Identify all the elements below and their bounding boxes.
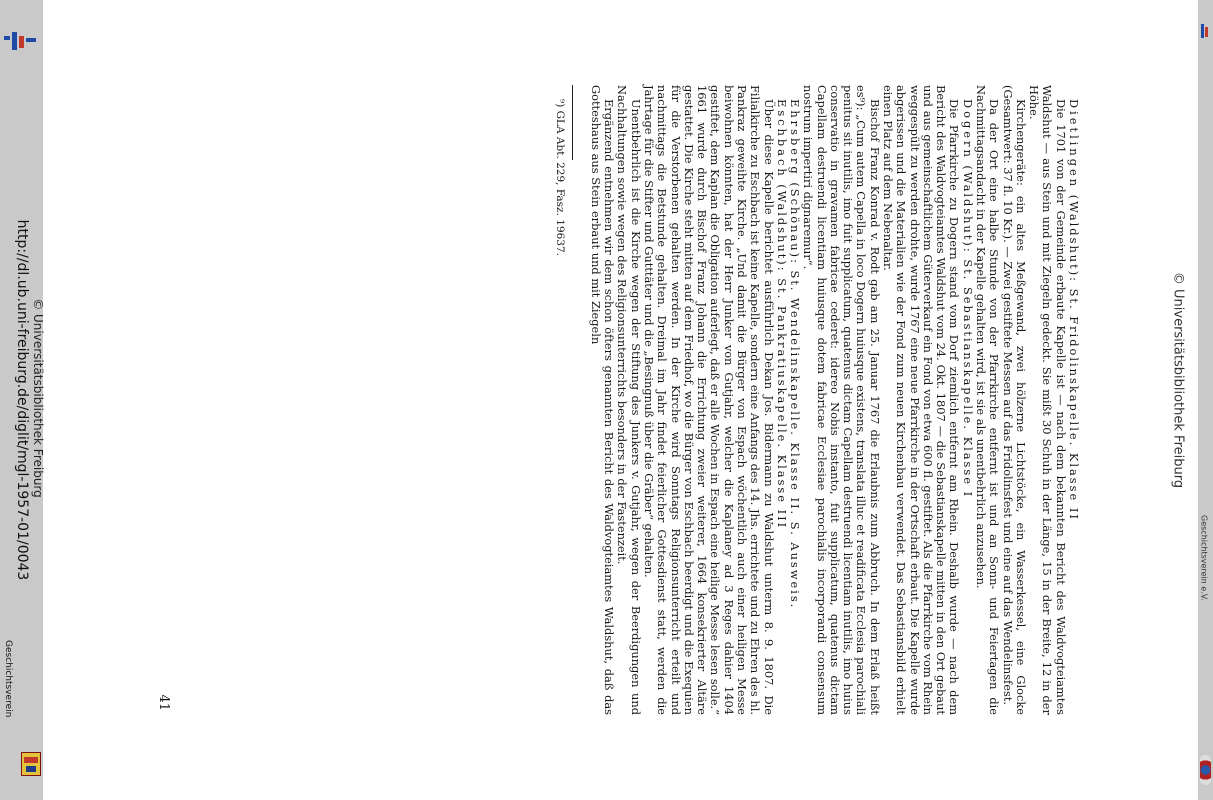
cut-off-copyright: © Universitätsbibliothek Freiburg	[1170, 271, 1186, 489]
page-text	[150, 85, 1080, 715]
paragraph: Über diese Kapelle berichtet ausführlich Dekan Jos. Bidermann zu Waldshut unterm 8. 9. 1807. Die Filialkirche zu Eschbach ist keine Kapelle, sondern eine Anfangs des 14. Jhs. errichtete und zu Ehren des hl. Pankraz geweihte Kirche. „Und damit die Bürger von Espach wöchentlich auch einer heiligen Messe beiwohnen könnten, hat der Herr Junker von Gutjahr, welcher die Kaplaney ad 3 Reges dahier 1404 gestiftet, dem Kaplan die Obligation auferlegt, daß er alle Wochen in Espach eine heilige Messe lesen solle.“ 1661 wurde durch Bischof Franz Johann die Errichtung zweier weiterer, 1664 konsekrierter Altäre gestattet. Die Kirche steht mitten auf dem Friedhof, wo die Bürger von Eschbach beerdigt und die Exequien für die Verstorbenen gehalten werden. In der Kirche wird Sonntags Religionsunterricht erteilt und nachmittags die Betstunde gehalten. Dreimal im Jahr findet feierlicher Gottesdienst statt, werden die Jahrtage für die Stifter und Gutttäter und die „Besingnuß über die Gräber“ gehalten.	[642, 85, 776, 715]
footnote-divider	[572, 85, 573, 160]
footnote: ⁹) GLA Abt. 229, Fasz. 19637.	[553, 99, 566, 257]
paragraph: Die Pfarrkirche zu Dogern stand vom Dorf ziemlich entfernt am Rhein. Deshalb wurde — nach dem Bericht des Waldvogteiamtes Waldshut vom 24. Okt. 1807 — die Sebastianskapelle mitten in den Ort gebaut und aus gemeinschaftlichem Güterverkauf ein Fond von etwa 600 fl. gestiftet. Als die Pfarrkirche vom Rhein weggespült zu werden drohte, wurde 1767 eine neue Pfarrkirche in der Ortschaft erbaut. Die Kapelle wurde abgerissen und die Materialien wie der Fond zum neuen Kirchenbau verwendet. Das Sebastiansbild erhielt einen Platz auf dem Nebenaltar.	[881, 85, 962, 715]
permalink-url[interactable]: http://dl.ub.uni-freiburg.de/diglit/mgl-1957-01/0043	[14, 219, 30, 581]
library-logo-small-icon	[1199, 24, 1211, 38]
paragraph: Unentbehrlich ist die Kirche wegen der Stiftung des Junkers v. Gutjahr, wegen der Beerdigungen und Nachhaltungen sowie wegen des Religionsunterrichts besonders in der Fastenzeit.	[615, 85, 643, 715]
library-logo-icon	[4, 28, 36, 52]
entry-dogern	[801, 85, 974, 715]
entry-heading: Eschbach (Waldshut): St. Pankratiuskapelle. Klasse III	[774, 99, 789, 530]
publisher-label: Geschichtsverein	[3, 640, 13, 718]
paragraph: Ergänzend entnehmen wir dem schon öfters genannten Bericht des Waldvogteiamtes Waldshut, daß das Gotteshaus aus Stein erbaut und mit Ziegeln	[588, 85, 617, 715]
paragraph: Kirchengeräte: ein altes Meßgewand, zwei hölzerne Lichtstöcke, ein Wasserkessel, eine Glocke (Gesamtwert: 37 fl. 10 Kr.). — Zwei gestiftete Messen auf das Fridolinsfest und eine auf das Wendelinsfest.	[1000, 85, 1028, 715]
society-emblem-icon	[1200, 755, 1211, 785]
left-margin-bar	[0, 0, 43, 800]
publisher-vertical-label: Geschichtsverein e.V.	[1199, 515, 1209, 601]
entry-heading: Dogern (Waldshut): St. Sebastianskapelle. Klasse I	[960, 99, 975, 499]
paragraph: Bischof Franz Konrad v. Rodt gab am 25. Januar 1767 die Erlaubnis zum Abbruch. In dem Erlaß heißt es⁹): „Cum autem Capella in loco Dogern huiusque existens, translata illuc et readificata Ecclesia parochiali penitus sit inutilis, imo fuit supplicatum, quatenus dictam Capellam destruendi licentiam inutilis, imo huius conservatio in gravamen fabricae cederet: idereo Nobis instanto, fuit supplicatum, quatenus dictam Capellam destruendi licentiam huiusque dotem fabricae Ecclesiae parochialis incorporandi consensum nostrum impertiri dignaremur“.	[801, 85, 882, 715]
entry-dietlingen	[974, 85, 1080, 715]
coat-of-arms-icon	[21, 752, 41, 776]
page-number: 41	[156, 694, 172, 711]
paragraph: Da der Ort eine halbe Stunde von der Pfarrkirche entfernt ist und an Sonn- und Feiertagen die Nachmittagsandacht in der Kapelle gehalten wird, ist sie als unentbehrlich anzusehen.	[974, 85, 1002, 715]
entry-heading: Dietlingen (Waldshut): St. Fridolinskapelle. Klasse II	[1067, 99, 1081, 521]
paragraph: Die 1701 von der Gemeinde erbaute Kapelle ist — nach dem bekannten Bericht des Waldvogteiamtes Waldshut — aus Stein und mit Ziegeln gedeckt. Sie mißt 30 Schuh in der Länge, 15 in der Breite, 12 in der Höhe.	[1027, 85, 1068, 715]
scanned-page	[135, 50, 1095, 750]
entry-eschbach	[589, 85, 788, 715]
copyright-notice: © Universitätsbibliothek Freiburg	[31, 298, 45, 498]
entry-ehrsberg	[788, 85, 801, 715]
entry-heading: Ehrsberg (Schönau): St. Wendelinskapelle. Klasse II. S. Ausweis.	[788, 99, 803, 610]
